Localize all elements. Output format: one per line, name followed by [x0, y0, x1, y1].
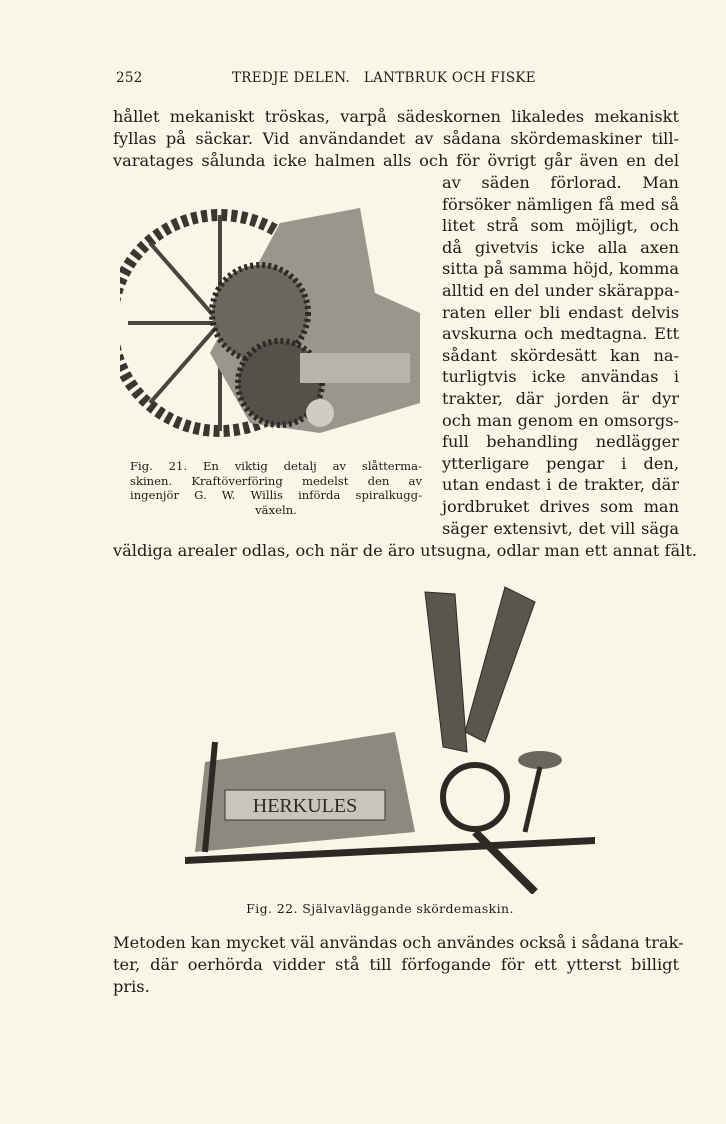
text-line: då givetvis icke alla axen: [442, 237, 679, 257]
text-line: sådant skördesätt kan na-: [442, 345, 679, 365]
running-title: TREDJE DELEN. LANTBRUK OCH FISKE: [232, 70, 536, 86]
text-line: turligtvis icke användas i: [442, 367, 679, 387]
caption-line: växeln.: [255, 502, 297, 517]
text-line: fyllas på säckar. Vid användandet av sådana skördemaskiner till-: [113, 129, 679, 148]
figure-22-harvester-image: [175, 582, 607, 894]
figure-21-gear-image: [120, 203, 422, 451]
page-number: 252: [116, 70, 143, 86]
text-line: avskurna och medtagna. Ett: [442, 324, 679, 344]
text-line: säger extensivt, det vill säga: [442, 518, 679, 538]
text-line: ter, där oerhörda vidder stå till förfogande för ett ytterst billigt: [113, 955, 679, 974]
text-line: sitta på samma höjd, komma: [442, 259, 679, 279]
text-line: och man genom en omsorgs-: [442, 410, 679, 430]
text-line: jordbruket drives som man: [442, 497, 679, 516]
text-line: av säden förlorad. Man: [442, 173, 679, 192]
caption-line: ingenjör G. W. Willis införda spiralkugg-: [130, 488, 422, 502]
machine-label: HERKULES: [252, 795, 358, 817]
text-line: försöker nämligen få med så: [442, 194, 679, 214]
text-line: Metoden kan mycket väl användas och användes också i sådana trak-: [113, 933, 684, 952]
text-line: full behandling nedlägger: [442, 432, 679, 452]
caption-line: Fig. 21. En viktig detalj av slåtterma-: [130, 459, 422, 473]
text-line: varatages sålunda icke halmen alls och för övrigt går även en del: [113, 151, 679, 170]
text-line: pris.: [113, 977, 150, 996]
caption-line: skinen. Kraftöverföring medelst den av: [130, 473, 422, 488]
text-line: alltid en del under skärappa-: [442, 281, 680, 300]
text-line: hållet mekaniskt tröskas, varpå sädeskornen likaledes mekaniskt: [113, 107, 679, 126]
text-line: utan endast i de trakter, där: [442, 475, 679, 495]
figure-22-caption: Fig. 22. Självavläggande skördemaskin.: [246, 901, 514, 916]
text-line: raten eller bli endast delvis: [442, 302, 679, 322]
text-line: trakter, där jorden är dyr: [442, 389, 679, 408]
text-line: litet strå som möjligt, och: [442, 216, 679, 236]
text-line: ytterligare pengar i den,: [442, 453, 679, 473]
text-line: väldiga arealer odlas, och när de äro utsugna, odlar man ett annat fält.: [113, 541, 697, 560]
figure-21-caption: [130, 459, 422, 517]
